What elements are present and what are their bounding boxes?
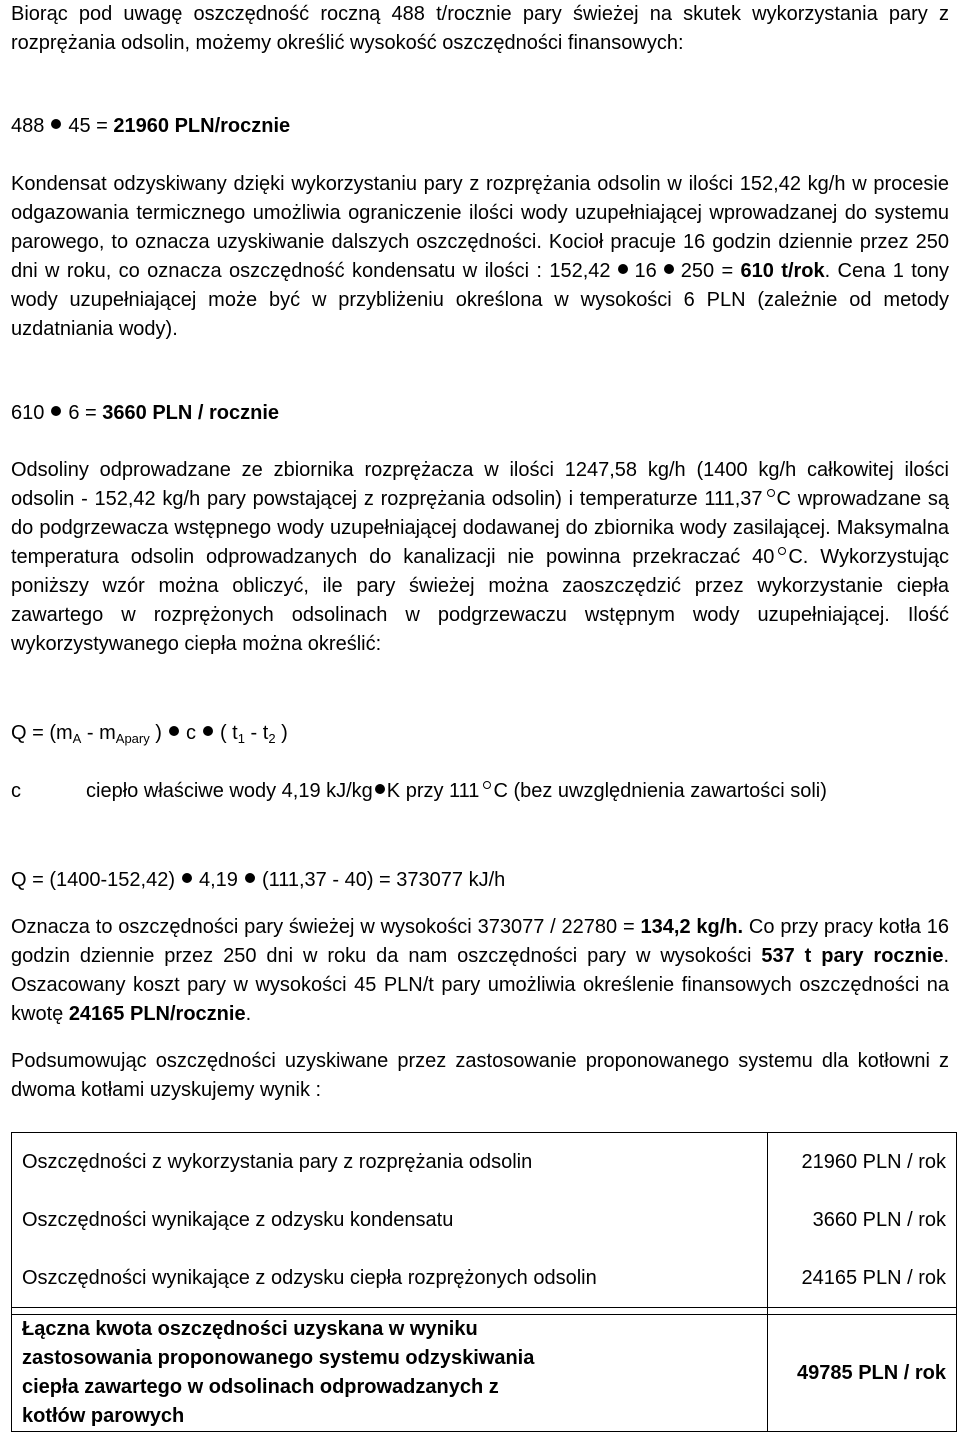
multiply-dot-icon [169, 726, 179, 736]
row-value: 21960 PLN / rok [768, 1133, 957, 1192]
equation-result: 3660 PLN / rocznie [102, 402, 280, 424]
multiply-dot-icon [182, 873, 192, 883]
paragraph-heat-savings: Oznacza to oszczędności pary świeżej w wysokości 373077 / 22780 = 134,2 kg/h. Co przy pracy kotła 16 godzin dziennie przez 250 dni w roku da nam oszczędności pary w wysokości 537 t pary rocznie. Oszacowany koszt pary w wysokości 45 PLN/t pary umożliwia określenie finansowych oszczędności na kwotę 24165 PLN/rocznie. [11, 916, 950, 1025]
multiply-dot-icon [664, 264, 674, 274]
degree-icon [767, 489, 775, 497]
table-row [12, 1249, 957, 1308]
condensate-amount: 610 t/rok [740, 260, 825, 282]
savings-summary-table [11, 1132, 957, 1432]
row-label: Oszczędności z wykorzystania pary z rozprężania odsolin [12, 1133, 768, 1192]
multiply-dot-icon [618, 264, 628, 274]
row-value: 24165 PLN / rok [768, 1249, 957, 1308]
multiply-dot-icon [375, 784, 385, 794]
total-value: 49785 PLN / rok [768, 1315, 957, 1432]
definition-symbol: c [11, 780, 21, 802]
equation-water-savings: 610 6 = 3660 PLN / rocznie [11, 402, 280, 424]
multiply-dot-icon [245, 873, 255, 883]
multiply-dot-icon [203, 726, 213, 736]
row-label: Oszczędności wynikające z odzysku kondensatu [12, 1191, 768, 1249]
row-value: 3660 PLN / rok [768, 1191, 957, 1249]
row-label: Oszczędności wynikające z odzysku ciepła rozprężonych odsolin [12, 1249, 768, 1308]
table-spacer [12, 1308, 957, 1315]
formula-heat: $Q = (m_A - m_{Apary}$ ) c ( $t_1 - t_2$ ) [11, 722, 288, 746]
total-label: Łączna kwota oszczędności uzyskana w wyniku zastosowania proponowanego systemu odzyskiwania ciepła zawartego w odsolinach odprowadzanych z kotłów parowych [12, 1315, 768, 1432]
equation-result: 21960 PLN/rocznie [113, 115, 291, 137]
paragraph-text: Biorąc pod uwagę oszczędność roczną 488 t/rocznie pary świeżej na skutek wykorzystania pary z rozprężania odsolin, możemy określić wysokość oszczędności finansowych: [11, 3, 949, 54]
table-row [12, 1133, 957, 1192]
table-row [12, 1191, 957, 1249]
equation-heat-value: Q = (1400-152,42) 4,19 (111,37 - 40) = 373077 kJ/h [11, 869, 506, 891]
paragraph-condensate: Kondensat odzyskiwany dzięki wykorzystaniu pary z rozprężania odsolin w ilości 152,42 kg/h w procesie odgazowania termicznego umożliwia ograniczenie ilości wody uzupełniającej wprowadzanej do systemu parowego, to oznacza uzyskiwanie dalszych oszczędności. Kocioł pracuje 16 godzin dziennie przez 250 dni w roku, co oznacza oszczędność kondensatu w ilości : 152,42 16 250 = 610 t/rok. Cena 1 tony wody uzupełniającej może być w przybliżeniu określona w wysokości 6 PLN (zależnie od metody uzdatniania wody). [11, 173, 950, 340]
degree-icon [483, 781, 491, 789]
paragraph-text: Podsumowując oszczędności uzyskiwane przez zastosowanie proponowanego systemu dla kotłowni z dwoma kotłami uzyskujemy wynik : [11, 1050, 949, 1101]
definition-text: ciepło właściwe wody 4,19 kJ/kg K przy 111 C (bez uwzględnienia zawartości soli) [86, 780, 827, 802]
table-total-row [12, 1315, 957, 1432]
equation-steam-savings: 488 45 = 21960 PLN/rocznie [11, 115, 291, 137]
degree-icon [778, 547, 786, 555]
multiply-dot-icon [51, 119, 61, 129]
multiply-dot-icon [51, 406, 61, 416]
paragraph-summary-intro [11, 1047, 949, 1105]
paragraph-blowdown: Odsoliny odprowadzane ze zbiornika rozprężacza w ilości 1247,58 kg/h (1400 kg/h całkowitej ilości odsolin - 152,42 kg/h pary powstającej z rozprężania odsolin) i temperaturze 111,37 C wprowadzane są do podgrzewacza wstępnego wody uzupełniającej dodawanej do zbiornika wody zasilającej. Maksymalna temperatura odsolin odprowadzanych do kanalizacji nie powinna przekraczać 40 C. Wykorzystując poniższy wzór można obliczyć, ile pary świeżej można zaoszczędzić przez wykorzystanie ciepła zawartego w rozprężonych odsolinach w podgrzewaczu wstępnym wody uzupełniającej. Ilość wykorzystywanego ciepła można określić: [11, 459, 949, 655]
paragraph-steam-savings [11, 0, 949, 58]
